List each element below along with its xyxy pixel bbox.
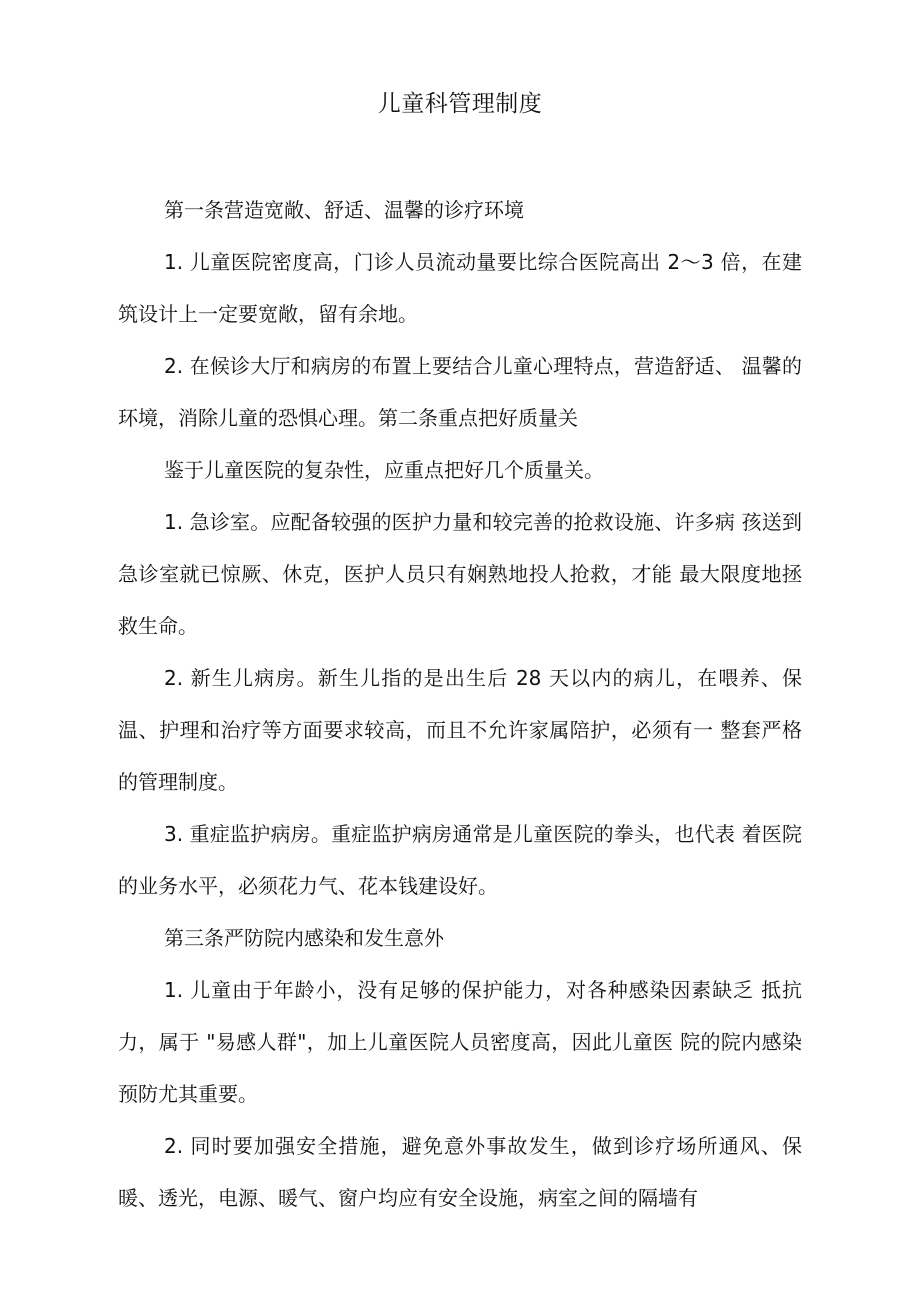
paragraph-5: 2. 新生儿病房。新生儿指的是出生后 28 天以内的病儿，在喂养、保温、护理和治疗等方面要求较高，而且不允许家属陪护，必须有一 整套严格的管理制度。 <box>118 666 802 794</box>
paragraph-3: 鉴于儿童医院的复杂性，应重点把好几个质量关。 <box>164 458 604 482</box>
paragraph-8: 1. 儿童由于年龄小，没有足够的保护能力，对各种感染因素缺乏 抵抗力，属于 "易感人群"，加上儿童医院人员密度高，因此儿童医 院的院内感染预防尤其重要。 <box>118 978 802 1106</box>
document-title: 儿童科管理制度 <box>377 91 543 117</box>
document-body <box>118 184 802 1224</box>
article-3-heading: 第三条严防院内感染和发生意外 <box>164 926 444 950</box>
paragraph-4: 1. 急诊室。应配备较强的医护力量和较完善的抢救设施、许多病 孩送到急诊室就已惊厥、休克，医护人员只有娴熟地投人抢救，才能 最大限度地拯救生命。 <box>118 510 802 638</box>
paragraph-1: 1. 儿童医院密度高，门诊人员流动量要比综合医院高出 2～3 倍，在建筑设计上一定要宽敞，留有余地。 <box>118 250 802 326</box>
article-1-heading: 第一条营造宽敞、舒适、温馨的诊疗环境 <box>164 198 524 222</box>
paragraph-9: 2. 同时要加强安全措施，避免意外事故发生，做到诊疗场所通风、保暖、透光，电源、暖气、窗户均应有安全设施，病室之间的隔墙有 <box>118 1134 802 1210</box>
paragraph-2: 2. 在候诊大厅和病房的布置上要结合儿童心理特点，营造舒适、 温馨的环境，消除儿童的恐惧心理。第二条重点把好质量关 <box>118 354 802 430</box>
paragraph-6: 3. 重症监护病房。重症监护病房通常是儿童医院的拳头，也代表 着医院的业务水平，必须花力气、花本钱建设好。 <box>118 822 802 898</box>
